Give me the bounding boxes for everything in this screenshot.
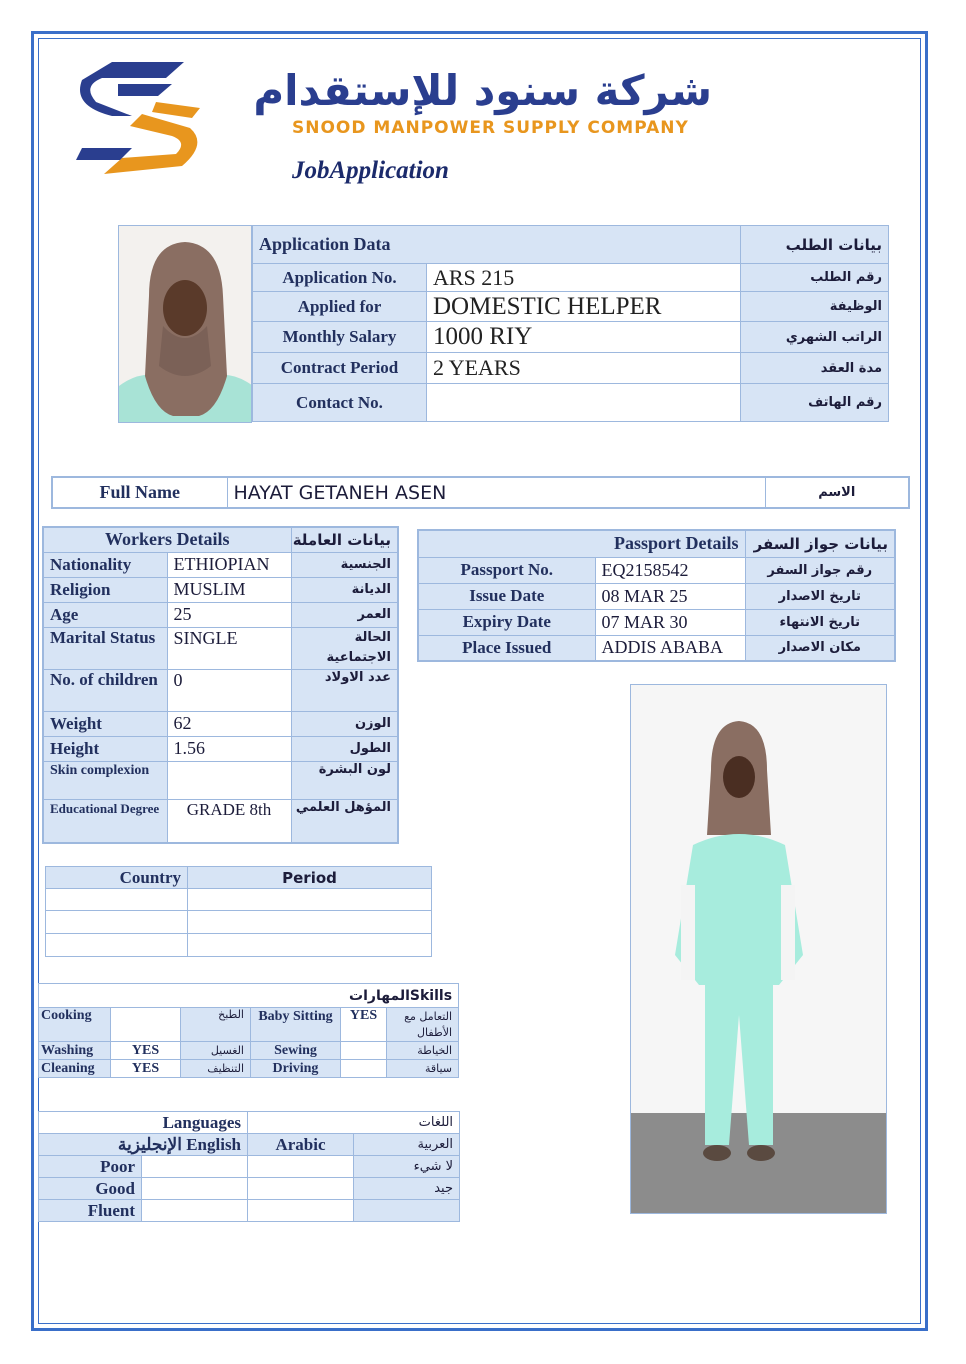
skill-cooking-label-ar: الطبخ [181,1008,251,1042]
age-label-ar: العمر [291,602,398,627]
experience-cell [188,934,432,957]
skill-cleaning-value: YES [111,1060,181,1078]
height-label: Height [43,736,167,761]
country-header: Country [46,867,188,889]
place-issued-value: ADDIS ABABA [595,635,745,661]
religion-value: MUSLIM [167,577,291,602]
company-logo [72,56,206,180]
contract-period-label: Contract Period [253,353,427,384]
expiry-date-label-ar: تاريخ الانتهاء [745,609,895,635]
workers-details-table [42,526,399,844]
application-no-label: Application No. [253,264,427,292]
experience-cell [46,911,188,934]
language-cell [248,1200,354,1222]
monthly-salary-label: Monthly Salary [253,322,427,353]
monthly-salary-label-ar: الراتب الشهري [741,322,889,353]
application-data-table [252,225,889,422]
passport-no-label-ar: رقم جواز السفر [745,557,895,583]
issue-date-label: Issue Date [418,583,595,609]
education-label: Educational Degree [43,799,167,843]
contact-no-label-ar: رقم الهاتف [741,384,889,422]
religion-label: Religion [43,577,167,602]
nationality-label: Nationality [43,552,167,577]
arabic-header: Arabic [248,1134,354,1156]
applied-for-label-ar: الوظيفة [741,292,889,322]
place-issued-label: Place Issued [418,635,595,661]
languages-title-ar: اللغات [248,1112,460,1134]
level-good-label-ar: جيد [354,1178,460,1200]
skills-table [38,983,459,1078]
level-fluent-label-ar [354,1200,460,1222]
full-name-value: HAYAT GETANEH ASEN [227,477,765,508]
passport-no-value: EQ2158542 [595,557,745,583]
skill-sewing-label-ar: الخياطة [387,1042,459,1060]
experience-cell [188,889,432,911]
skill-driving-label: Driving [251,1060,341,1078]
company-name-arabic: شركة سنود للإستقدام [253,66,712,115]
weight-value: 62 [167,711,291,736]
passport-no-label: Passport No. [418,557,595,583]
skills-title: المهاراتSkills [39,984,459,1008]
marital-status-value: SINGLE [167,627,291,669]
height-value: 1.56 [167,736,291,761]
children-label: No. of children [43,669,167,711]
skill-cleaning-label: Cleaning [39,1060,111,1078]
skill-sewing-label: Sewing [251,1042,341,1060]
religion-label-ar: الديانة [291,577,398,602]
passport-title: Passport Details [418,530,745,557]
applied-for-value: DOMESTIC HELPER [427,292,741,322]
skill-washing-label: Washing [39,1042,111,1060]
skill-cleaning-label-ar: التنظيف [181,1060,251,1078]
applied-for-label: Applied for [253,292,427,322]
application-title-ar: بيانات الطلب [741,226,889,264]
issue-date-label-ar: تاريخ الاصدار [745,583,895,609]
language-cell [248,1178,354,1200]
full-name-label: Full Name [52,477,227,508]
experience-table [45,866,432,957]
skill-cooking-label: Cooking [39,1008,111,1042]
contact-no-label: Contact No. [253,384,427,422]
monthly-salary-value: 1000 RIY [427,322,741,353]
age-label: Age [43,602,167,627]
workers-title-ar: بيانات العاملة [291,527,398,552]
level-poor-label: Poor [39,1156,142,1178]
education-value: GRADE 8th [167,799,291,843]
skill-washing-value: YES [111,1042,181,1060]
applicant-full-body-photo [630,684,887,1214]
full-name-table [51,476,910,509]
period-header: Period [188,867,432,889]
level-good-label: Good [39,1178,142,1200]
passport-details-table [417,529,896,662]
application-no-label-ar: رقم الطلب [741,264,889,292]
full-name-label-ar: الاسم [765,477,909,508]
language-cell [142,1178,248,1200]
nationality-value: ETHIOPIAN [167,552,291,577]
experience-cell [188,911,432,934]
skill-sewing-value [341,1042,387,1060]
marital-status-label: Marital Status [43,627,167,669]
contact-no-value [427,384,741,422]
children-label-ar: عدد الاولاد [291,669,398,711]
language-cell [142,1156,248,1178]
arabic-header-ar: العربية [354,1134,460,1156]
marital-status-label-ar: الحالة الاجتماعية [291,627,398,669]
skin-complexion-label: Skin complexion [43,761,167,799]
skin-complexion-value [167,761,291,799]
height-label-ar: الطول [291,736,398,761]
skill-driving-label-ar: سياقة [387,1060,459,1078]
contract-period-value: 2 YEARS [427,353,741,384]
applicant-portrait-photo [118,225,252,423]
languages-title: Languages [39,1112,248,1134]
skin-complexion-label-ar: لون البشرة [291,761,398,799]
company-name-english: SNOOD MANPOWER SUPPLY COMPANY [292,118,689,138]
level-poor-label-ar: لا شيء [354,1156,460,1178]
level-fluent-label: Fluent [39,1200,142,1222]
skill-washing-label-ar: الغسيل [181,1042,251,1060]
experience-cell [46,934,188,957]
application-no-value: ARS 215 [427,264,741,292]
children-value: 0 [167,669,291,711]
place-issued-label-ar: مكان الاصدار [745,635,895,661]
expiry-date-label: Expiry Date [418,609,595,635]
language-cell [248,1156,354,1178]
weight-label-ar: الوزن [291,711,398,736]
language-cell [142,1200,248,1222]
application-title: Application Data [253,226,741,264]
skill-driving-value [341,1060,387,1078]
passport-title-ar: بيانات جواز السفر [745,530,895,557]
weight-label: Weight [43,711,167,736]
skill-cooking-value [111,1008,181,1042]
age-value: 25 [167,602,291,627]
issue-date-value: 08 MAR 25 [595,583,745,609]
nationality-label-ar: الجنسية [291,552,398,577]
english-header: الإنجليزية English [39,1134,248,1156]
experience-cell [46,889,188,911]
workers-title: Workers Details [43,527,291,552]
skill-baby-sitting-label-ar: التعامل مع الأطفال [387,1008,459,1042]
document-title: JobApplication [292,157,449,184]
expiry-date-value: 07 MAR 30 [595,609,745,635]
education-label-ar: المؤهل العلمي [291,799,398,843]
languages-table [38,1111,460,1222]
skill-baby-sitting-value: YES [341,1008,387,1042]
contract-period-label-ar: مدة العقد [741,353,889,384]
skill-baby-sitting-label: Baby Sitting [251,1008,341,1042]
